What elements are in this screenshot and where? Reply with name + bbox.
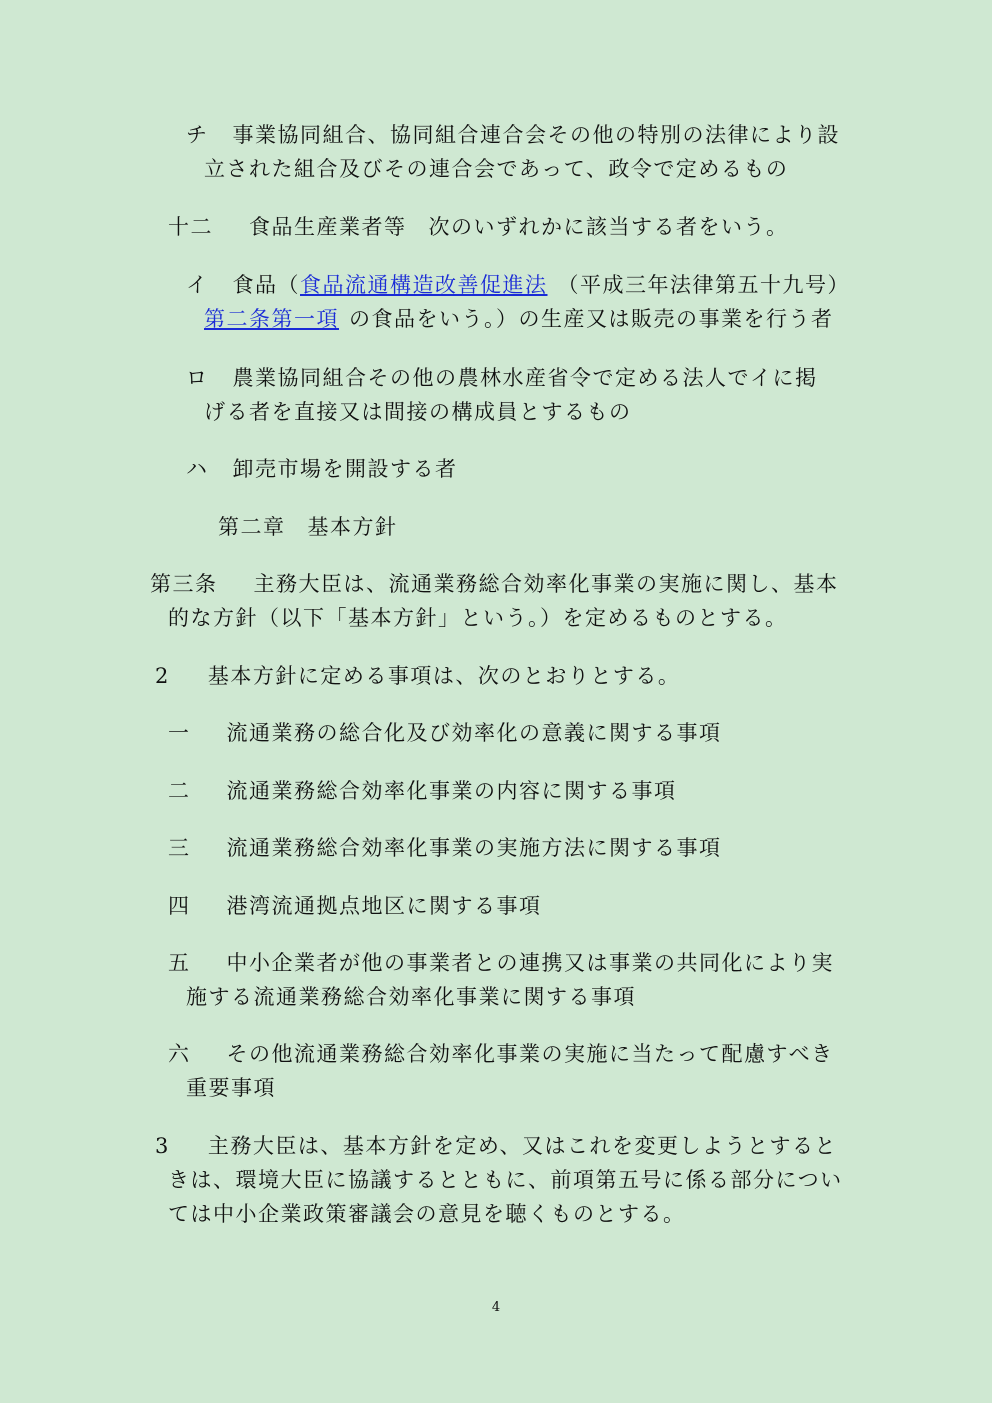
paragraph-2-number: 2: [155, 664, 170, 688]
list-item-mark: 三: [168, 836, 191, 860]
list-item-text: 中小企業者が他の事業者との連携又は事業の共同化により実: [226, 951, 834, 975]
article-3-line1: [150, 567, 839, 601]
list-item: [168, 889, 542, 923]
paragraph-2-text: 基本方針に定める事項は、次のとおりとする。: [207, 664, 681, 688]
item-ro: [186, 361, 818, 429]
law-link-shokuhin-ryutsu[interactable]: 食品流通構造改善促進法: [300, 273, 548, 297]
item-ro-mark: ロ: [186, 366, 209, 390]
item-i-pre: 食品（: [232, 273, 300, 297]
item-ro-line1: [186, 361, 818, 395]
list-item-mark: 一: [168, 721, 191, 745]
list-item: [168, 774, 677, 808]
list-item-text: 流通業務の総合化及び効率化の意義に関する事項: [226, 721, 722, 745]
list-item-text2: 重要事項: [186, 1076, 276, 1100]
item-juni-mark: 十二: [168, 215, 213, 239]
list-item-text: 流通業務総合効率化事業の内容に関する事項: [226, 779, 677, 803]
list-item: [168, 831, 722, 865]
list-item-mark: 五: [168, 951, 191, 975]
chapter-heading: [218, 510, 398, 544]
item-chi-mark: チ: [186, 123, 209, 147]
item-i-mid: （平成三年法律第五十九号）: [557, 273, 850, 297]
article-3-label: 第三条: [150, 572, 218, 596]
article-3-text1: 主務大臣は、流通業務総合効率化事業の実施に関し、基本: [253, 572, 839, 596]
chapter-title: 基本方針: [307, 515, 398, 539]
item-i-mark: イ: [186, 273, 209, 297]
list-item: [168, 1037, 834, 1105]
list-item-line1: [168, 1037, 834, 1071]
list-item-line1: [168, 946, 834, 980]
item-chi-text2: 立された組合及びその連合会であって、政令で定めるもの: [204, 157, 789, 181]
item-ro-text2: げる者を直接又は間接の構成員とするもの: [204, 400, 632, 424]
item-chi-line1: [186, 118, 840, 152]
list-item-text: 港湾流通拠点地区に関する事項: [226, 894, 542, 918]
item-juni-term: 食品生産業者等: [249, 215, 407, 239]
page-number: 4: [491, 1300, 501, 1315]
item-ha-mark: ハ: [186, 457, 209, 481]
item-ha: [186, 452, 458, 486]
law-link-article2-para1[interactable]: 第二条第一項: [204, 307, 339, 331]
list-item-text: 流通業務総合効率化事業の実施方法に関する事項: [226, 836, 722, 860]
paragraph-3-line1: [155, 1129, 843, 1163]
list-item-text: その他流通業務総合効率化事業の実施に当たって配慮すべき: [226, 1042, 834, 1066]
item-chi: [186, 118, 840, 186]
item-i-line2: [186, 302, 850, 336]
item-i-post: の食品をいう。）の生産又は販売の事業を行う者: [349, 307, 834, 331]
paragraph-2: [155, 659, 680, 693]
article-3: [150, 567, 839, 635]
list-item-mark: 二: [168, 779, 191, 803]
item-chi-text1: 事業協同組合、協同組合連合会その他の特別の法律により設: [232, 123, 840, 147]
item-juni-text: 次のいずれかに該当する者をいう。: [428, 215, 789, 239]
paragraph-3-text1: 主務大臣は、基本方針を定め、又はこれを変更しようとすると: [207, 1134, 838, 1158]
list-item-text2: 施する流通業務総合効率化事業に関する事項: [186, 985, 636, 1009]
item-i-line1: [186, 268, 850, 302]
paragraph-3-number: 3: [155, 1134, 170, 1158]
list-item: [168, 946, 834, 1014]
list-item: [168, 716, 722, 750]
list-item-mark: 四: [168, 894, 191, 918]
item-ha-text: 卸売市場を開設する者: [232, 457, 458, 481]
paragraph-3-text3: ては中小企業政策審議会の意見を聴くものとする。: [168, 1202, 686, 1226]
item-ro-text1: 農業協同組合その他の農林水産省令で定める法人でイに掲: [232, 366, 818, 390]
paragraph-3-text2: きは、環境大臣に協議するとともに、前項第五号に係る部分につい: [168, 1168, 843, 1192]
item-i: [186, 268, 850, 336]
item-juni: [168, 210, 789, 244]
paragraph-3: [155, 1129, 843, 1231]
article-3-text2: 的な方針（以下「基本方針」という。）を定めるものとする。: [168, 606, 788, 630]
chapter-number: 第二章: [218, 515, 286, 539]
list-item-mark: 六: [168, 1042, 191, 1066]
